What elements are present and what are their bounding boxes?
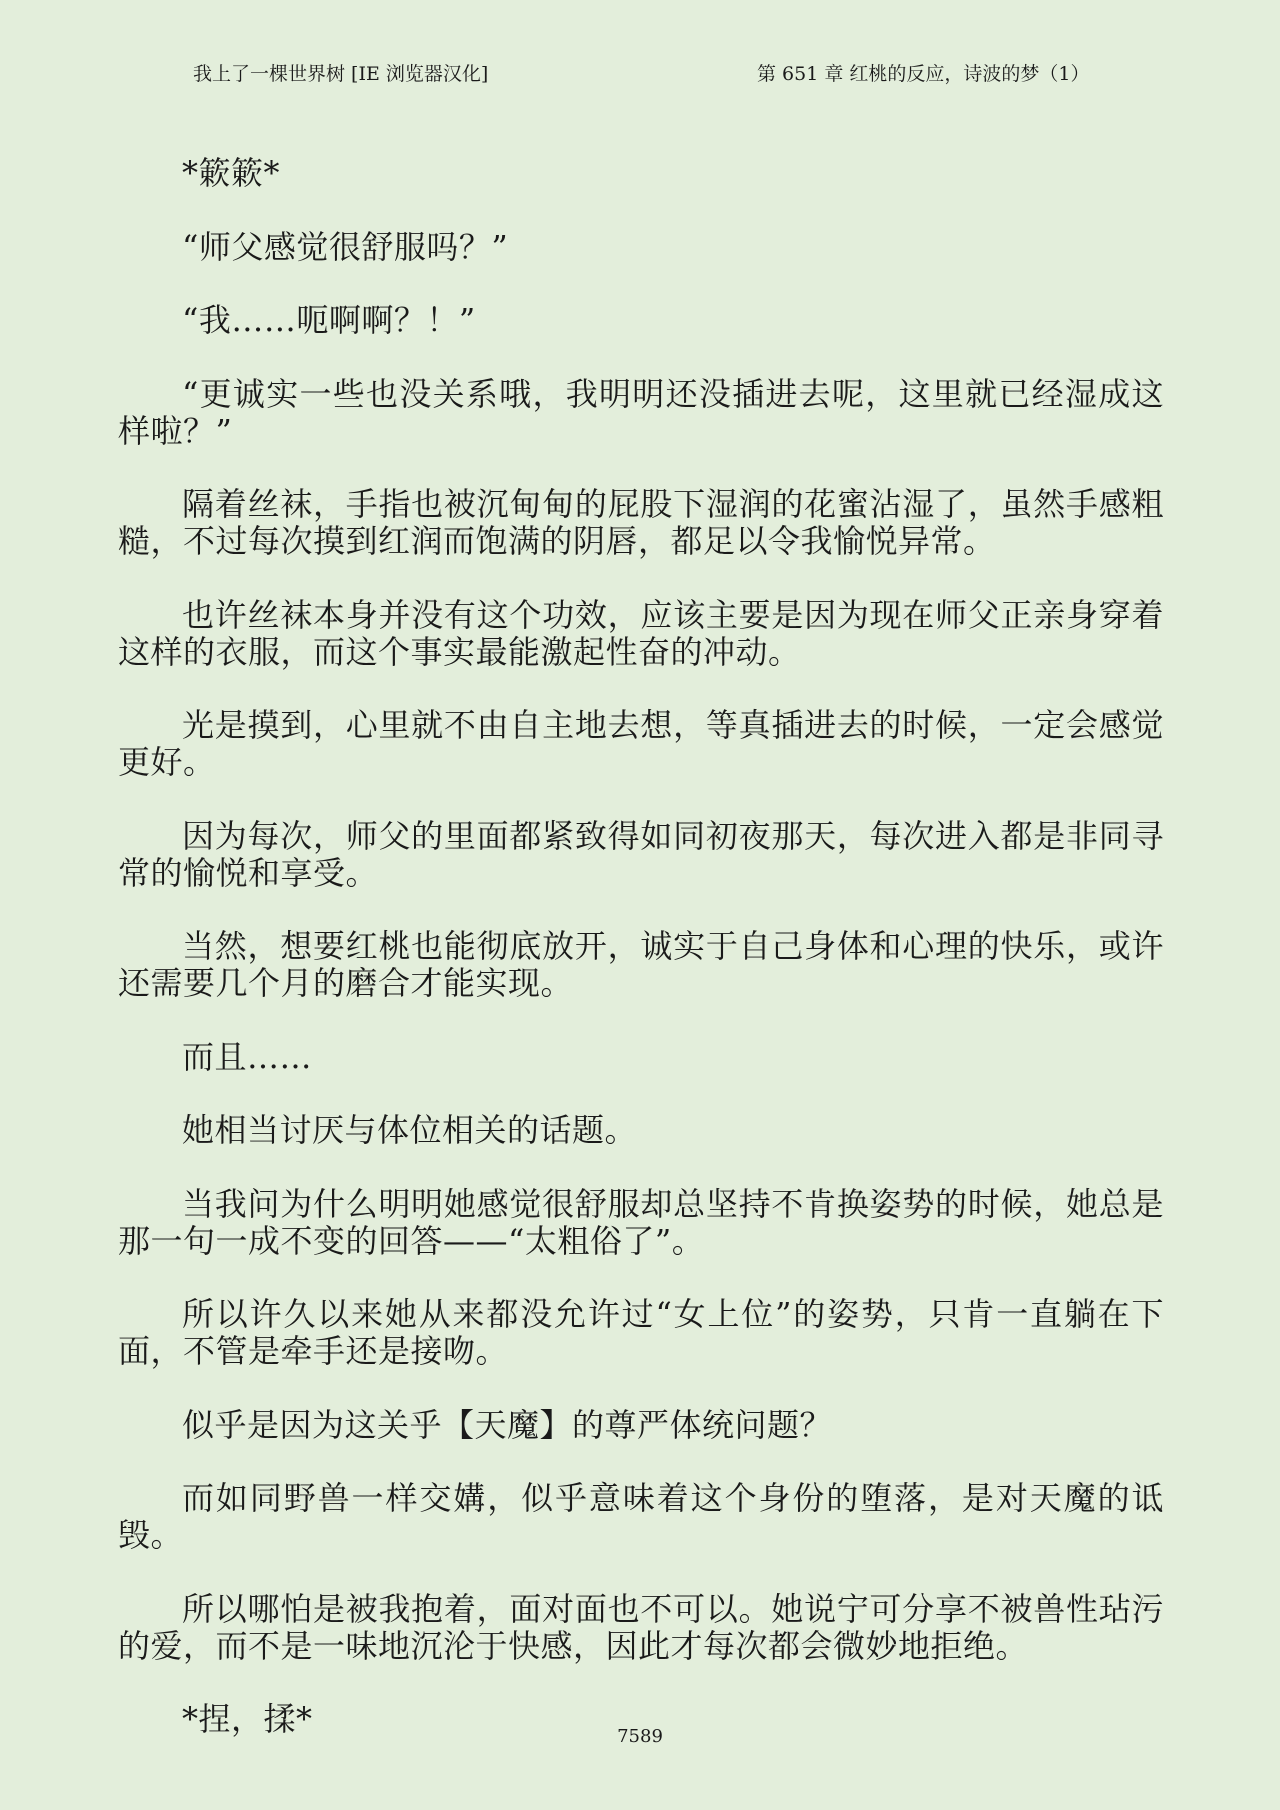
paragraph: 似乎是因为这关乎【天魔】的尊严体统问题？ — [182, 1405, 833, 1444]
paragraph: 而如同野兽一样交媾，似乎意味着这个身份的堕落，是对天魔的诋毁。 — [118, 1479, 1164, 1554]
paragraph: 光是摸到，心里就不由自主地去想，等真插进去的时候，一定会感觉更好。 — [118, 706, 1164, 781]
paragraph: 所以许久以来她从来都没允许过“女上位”的姿势，只肯一直躺在下面，不管是牵手还是接吻。 — [118, 1295, 1164, 1370]
paragraph: 所以哪怕是被我抱着，面对面也不可以。她说宁可分享不被兽性玷污的爱，而不是一味地沉沦于快感，因此才每次都会微妙地拒绝。 — [118, 1589, 1164, 1665]
paragraph: 因为每次，师父的里面都紧致得如同初夜那天，每次进入都是非同寻常的愉悦和享受。 — [118, 816, 1164, 892]
book-title: 我上了一棵世界树 [IE 浏览器汉化] — [193, 63, 489, 85]
paragraph: 也许丝袜本身并没有这个功效，应该主要是因为现在师父正亲身穿着这样的衣服，而这个事实最能激起性奋的冲动。 — [118, 595, 1164, 671]
paragraph: “师父感觉很舒服吗？” — [182, 227, 509, 266]
chapter-body — [118, 155, 1164, 1775]
paragraph: “更诚实一些也没关系哦，我明明还没插进去呢，这里就已经湿成这样啦？” — [118, 374, 1164, 450]
paragraph: *捏，揉* — [182, 1700, 313, 1738]
paragraph: 她相当讨厌与体位相关的话题。 — [182, 1111, 638, 1149]
page-number: 7589 — [617, 1726, 663, 1747]
paragraph: *簌簌* — [182, 154, 281, 192]
paragraph: 而且…… — [182, 1037, 313, 1076]
paragraph: 隔着丝袜，手指也被沉甸甸的屁股下湿润的花蜜沾湿了，虽然手感粗糙，不过每次摸到红润而饱满的阴唇，都足以令我愉悦异常。 — [118, 485, 1164, 560]
paragraph: 当然，想要红桃也能彻底放开，诚实于自己身体和心理的快乐，或许还需要几个月的磨合才能实现。 — [118, 927, 1164, 1002]
chapter-title: 第 651 章 红桃的反应，诗波的梦（1） — [757, 63, 1090, 85]
paragraph: 当我问为什么明明她感觉很舒服却总坚持不肯换姿势的时候，她总是那一句一成不变的回答——“太粗俗了”。 — [118, 1184, 1164, 1260]
paragraph: “我……呃啊啊？！” — [182, 301, 476, 339]
